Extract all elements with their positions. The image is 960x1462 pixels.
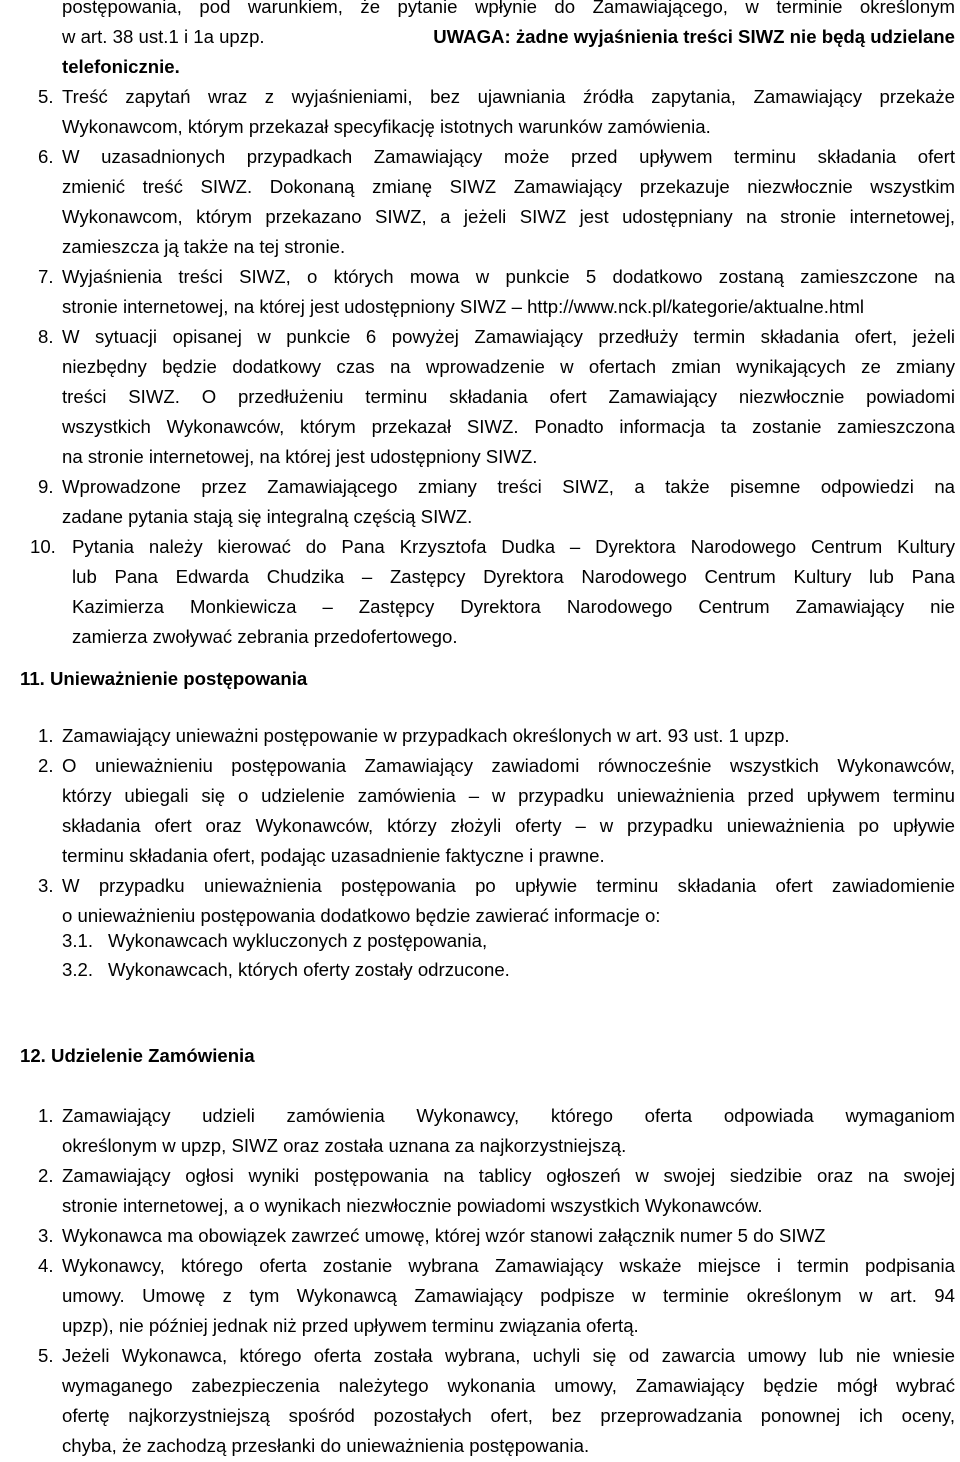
list-number: 6. [38, 146, 54, 167]
text-line: Zamawiający unieważni postępowanie w przypadkach określonych w art. 93 ust. 1 upzp. [62, 725, 790, 746]
list-number: 3. [38, 1225, 54, 1246]
text-line: postępowania, pod warunkiem, że pytanie wpłynie do Zamawiającego, w terminie określonym [62, 0, 955, 17]
warning-text: telefonicznie. [62, 56, 180, 77]
list-number: 3.2. [62, 959, 94, 980]
text-line: Wykonawca ma obowiązek zawrzeć umowę, której wzór stanowi załącznik numer 5 do SIWZ [62, 1225, 826, 1246]
text-line: stronie internetowej, na której jest udostępniony SIWZ – http://www.nck.pl/kategorie/aktualne.html [62, 296, 865, 317]
text-line: Wykonawcom, którym przekazano SIWZ, a jeżeli SIWZ jest udostępniany na stronie internetowej, [62, 206, 955, 227]
list-number: 1. [38, 725, 54, 746]
text-line [62, 22, 955, 53]
text-line: zamieszcza ją także na tej stronie. [62, 236, 346, 257]
list-number: 9. [38, 476, 54, 497]
list-number: 8. [38, 326, 54, 347]
text-line: na stronie internetowej, na której jest udostępniony SIWZ. [62, 446, 538, 467]
list-number: 5. [38, 86, 54, 107]
text-line: Pytania należy kierować do Pana Krzysztofa Dudka – Dyrektora Narodowego Centrum Kultury [72, 536, 955, 557]
text-line: Wykonawcach wykluczonych z postępowania, [108, 930, 488, 951]
list-number: 10. [30, 536, 56, 557]
list-number: 5. [38, 1345, 54, 1366]
text-line: W uzasadnionych przypadkach Zamawiający może przed upływem terminu składania ofert [62, 146, 955, 167]
warning-text: UWAGA: żadne wyjaśnienia treści SIWZ nie będą udzielane [433, 26, 955, 47]
text-line: lub Pana Edwarda Chudzika – Zastępcy Dyrektora Narodowego Centrum Kultury lub Pana [72, 566, 955, 587]
text-line: zadane pytania stają się integralną częścią SIWZ. [62, 506, 473, 527]
list-number: 2. [38, 1165, 54, 1186]
text-line: upzp), nie później jednak niż przed upływem terminu związania ofertą. [62, 1315, 639, 1336]
list-number: 4. [38, 1255, 54, 1276]
list-number: 1. [38, 1105, 54, 1126]
text-line: Jeżeli Wykonawca, którego oferta została wybrana, uchyli się od zawarcia umowy lub nie wniesie [62, 1345, 955, 1366]
section-heading: 12. Udzielenie Zamówienia [20, 1045, 255, 1066]
text-line: Wykonawcom, którym przekazał specyfikację istotnych warunków zamówienia. [62, 116, 711, 137]
text-line: chyba, że zachodzą przesłanki do unieważnienia postępowania. [62, 1435, 590, 1456]
text-line: W sytuacji opisanej w punkcie 6 powyżej Zamawiający przedłuży termin składania ofert, jeżeli [62, 326, 955, 347]
text-line: treści SIWZ. O przedłużeniu terminu składania ofert Zamawiający niezwłocznie powiadomi [62, 386, 955, 407]
text-line: Zamawiający ogłosi wyniki postępowania na tablicy ogłoszeń w swojej siedzibie oraz na swojej [62, 1165, 955, 1186]
text-line: Wyjaśnienia treści SIWZ, o których mowa w punkcie 5 dodatkowo zostaną zamieszczone na [62, 266, 955, 287]
text-line: wszystkich Wykonawców, którym przekazał SIWZ. Ponadto informacja ta zostanie zamieszczona [62, 416, 955, 437]
list-number: 7. [38, 266, 54, 287]
section-heading: 11. Unieważnienie postępowania [20, 668, 308, 689]
text-line: składania ofert oraz Wykonawców, którzy złożyli oferty – w przypadku unieważnienia po upływie [62, 815, 955, 836]
text-line: zmienić treść SIWZ. Dokonaną zmianę SIWZ Zamawiający przekazuje niezwłocznie wszystkim [62, 176, 955, 197]
text-line: W przypadku unieważnienia postępowania po upływie terminu składania ofert zawiadomienie [62, 875, 955, 896]
text-line: Zamawiający udzieli zamówienia Wykonawcy, którego oferta odpowiada wymaganiom [62, 1105, 955, 1126]
list-number: 3. [38, 875, 54, 896]
text-line: Treść zapytań wraz z wyjaśnieniami, bez ujawniania źródła zapytania, Zamawiający przekaże [62, 86, 955, 107]
text-line: Kazimierza Monkiewicza – Zastępcy Dyrektora Narodowego Centrum Zamawiający nie [72, 596, 955, 617]
text-line: zamierza zwoływać zebrania przedofertowego. [72, 626, 458, 647]
text-line: Wprowadzone przez Zamawiającego zmiany treści SIWZ, a także pisemne odpowiedzi na [62, 476, 955, 497]
text-line: O unieważnieniu postępowania Zamawiający zawiadomi równocześnie wszystkich Wykonawców, [62, 755, 955, 776]
text-line: o unieważnieniu postępowania dodatkowo będzie zawierać informacje o: [62, 905, 661, 926]
text-line: Wykonawcach, których oferty zostały odrzucone. [108, 959, 510, 980]
text-fragment: w art. 38 ust.1 i 1a upzp. [62, 26, 265, 47]
list-number: 2. [38, 755, 54, 776]
text-line: ofertę najkorzystniejszą spośród pozostałych ofert, bez przeprowadzania ponownej ich oceny, [62, 1405, 955, 1426]
list-number: 3.1. [62, 930, 94, 951]
text-line: umowy. Umowę z tym Wykonawcą Zamawiający podpisze w terminie określonym w art. 94 [62, 1285, 955, 1306]
text-line: terminu składania ofert, podając uzasadnienie faktyczne i prawne. [62, 845, 605, 866]
text-line: Wykonawcy, którego oferta zostanie wybrana Zamawiający wskaże miejsce i termin podpisania [62, 1255, 955, 1276]
text-line: stronie internetowej, a o wynikach niezwłocznie powiadomi wszystkich Wykonawców. [62, 1195, 763, 1216]
text-line: wymaganego zabezpieczenia należytego wykonania umowy, Zamawiający będzie mógł wybrać [62, 1375, 955, 1396]
text-line: którzy ubiegali się o udzielenie zamówienia – w przypadku unieważnienia przed upływem terminu [62, 785, 955, 806]
text-line: niezbędny będzie dodatkowy czas na wprowadzenie w ofertach zmian wynikających ze zmiany [62, 356, 955, 377]
text-line: określonym w upzp, SIWZ oraz została uznana za najkorzystniejszą. [62, 1135, 627, 1156]
